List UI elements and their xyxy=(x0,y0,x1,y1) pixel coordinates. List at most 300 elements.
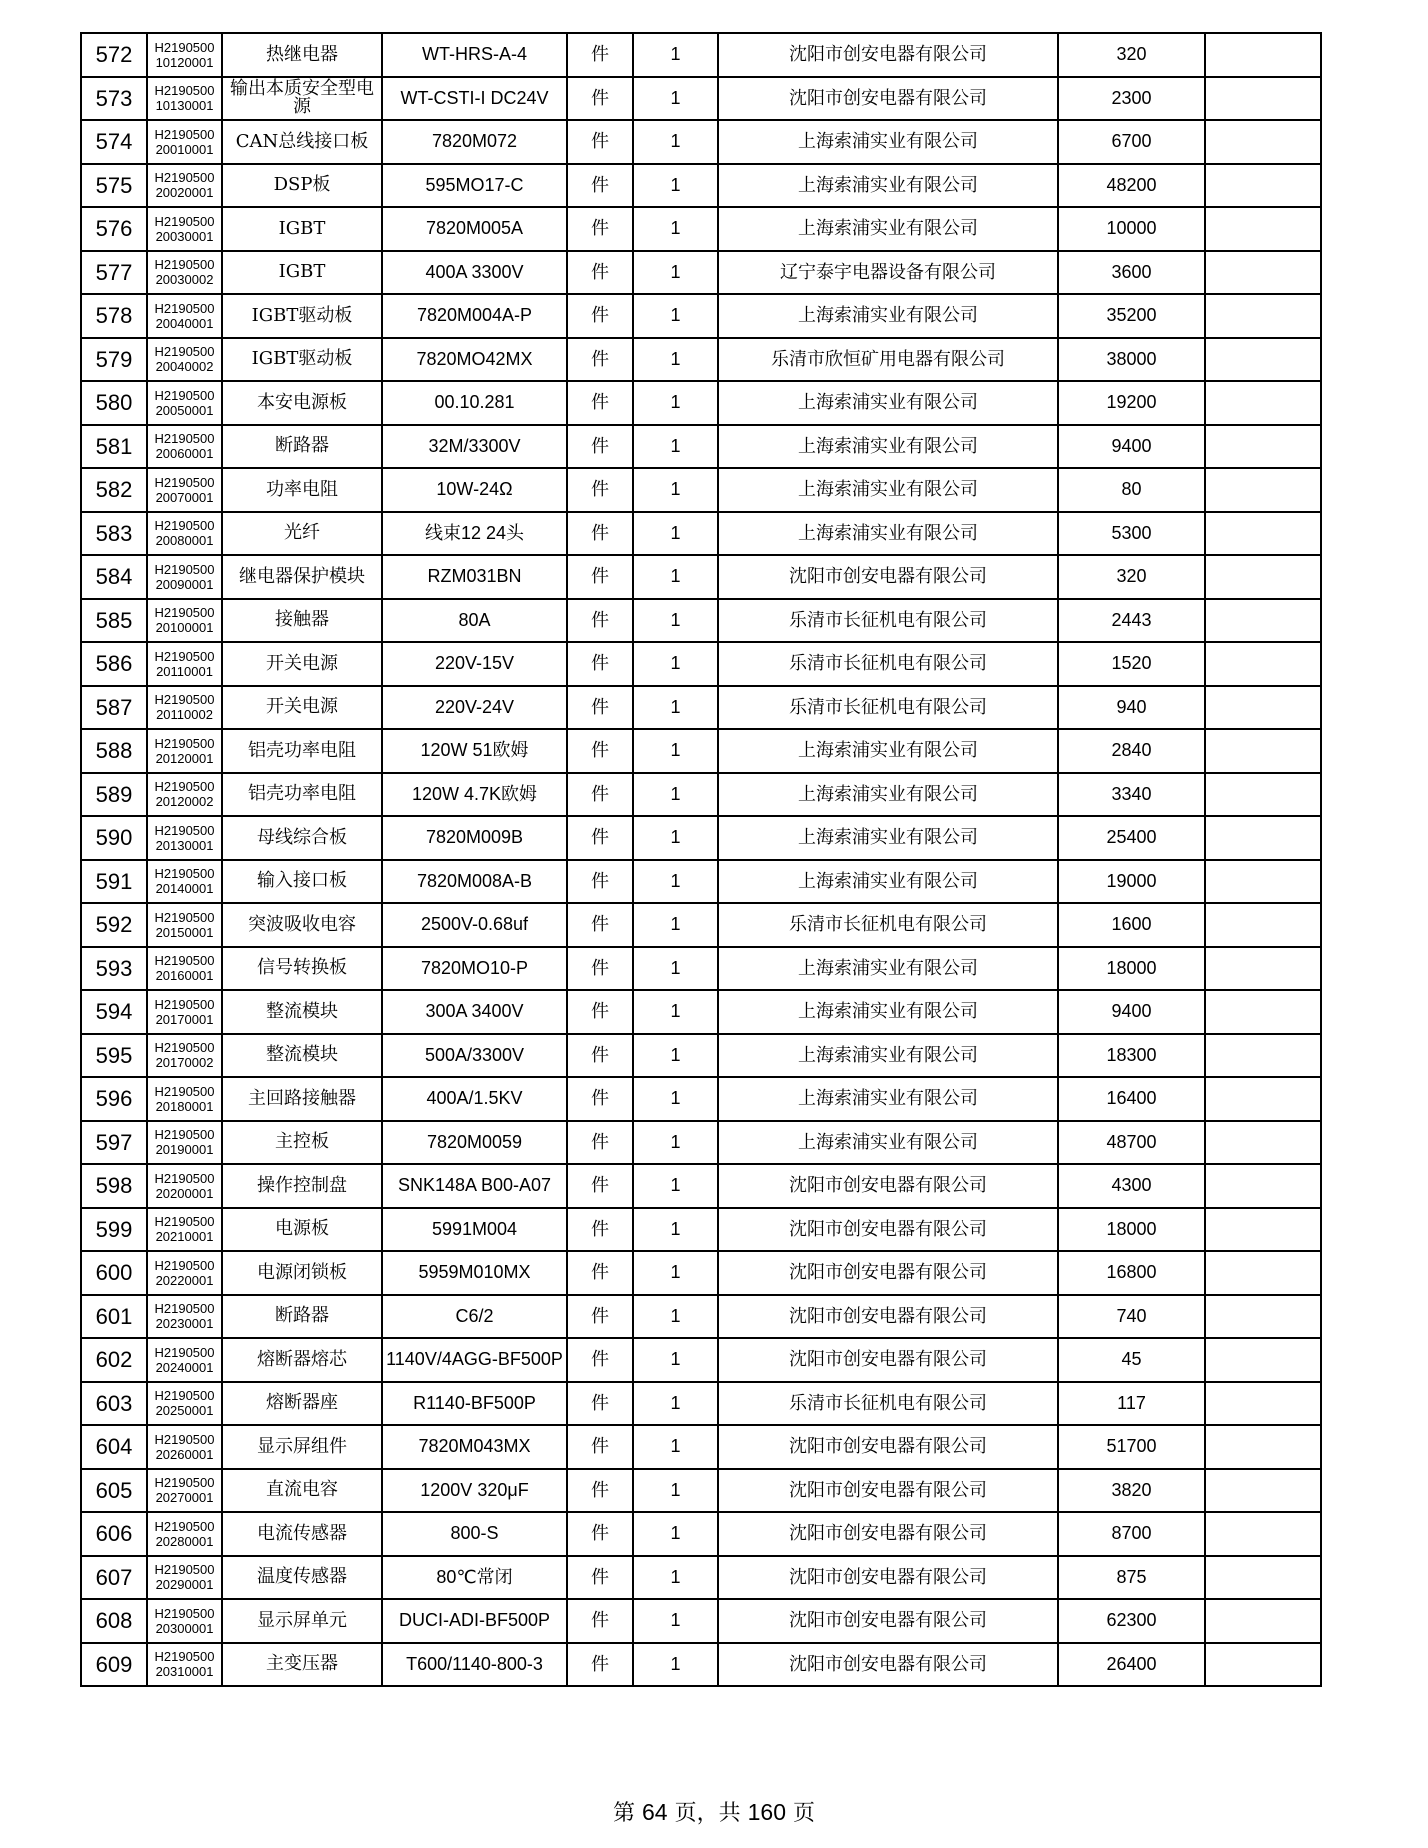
material-code-part: 20110002 xyxy=(156,707,213,723)
footer-middle: 页，共 xyxy=(674,1801,741,1826)
item-quantity-cell: 1 xyxy=(633,33,718,77)
material-code-cell xyxy=(147,512,222,556)
remark-cell xyxy=(1205,1164,1321,1208)
item-quantity-cell: 1 xyxy=(633,773,718,817)
row-number-cell: 596 xyxy=(81,1077,147,1121)
material-code-part: 20310001 xyxy=(155,1664,214,1680)
table-row xyxy=(81,1382,1321,1426)
row-number-cell: 590 xyxy=(81,816,147,860)
item-model-cell: 300A 3400V xyxy=(382,990,567,1034)
item-name-cell: 熔断器座 xyxy=(222,1382,382,1426)
item-model-cell: T600/1140-800-3 xyxy=(382,1643,567,1687)
material-code-part: H2190500 xyxy=(154,605,215,621)
material-code-part: H2190500 xyxy=(154,1344,215,1360)
item-name-cell: 功率电阻 xyxy=(222,468,382,512)
item-name-cell: 铝壳功率电阻 xyxy=(222,773,382,817)
supplier-name-cell: 沈阳市创安电器有限公司 xyxy=(718,1643,1058,1687)
material-code-cell xyxy=(147,120,222,164)
remark-cell xyxy=(1205,1338,1321,1382)
row-number-cell: 609 xyxy=(81,1643,147,1687)
supplier-name-cell: 上海索浦实业有限公司 xyxy=(718,207,1058,251)
remark-cell xyxy=(1205,294,1321,338)
item-model-cell: 00.10.281 xyxy=(382,381,567,425)
table-body xyxy=(81,33,1321,1686)
item-model-cell: DUCI-ADI-BF500P xyxy=(382,1599,567,1643)
item-quantity-cell: 1 xyxy=(633,642,718,686)
row-number-cell: 576 xyxy=(81,207,147,251)
remark-cell xyxy=(1205,947,1321,991)
material-code-part: 20260001 xyxy=(155,1446,214,1462)
supplier-name-cell: 上海索浦实业有限公司 xyxy=(718,816,1058,860)
table-row xyxy=(81,1469,1321,1513)
supplier-name-cell: 沈阳市创安电器有限公司 xyxy=(718,1599,1058,1643)
row-number-cell: 580 xyxy=(81,381,147,425)
item-unit-cell: 件 xyxy=(567,425,633,469)
item-model-cell: SNK148A B00-A07 xyxy=(382,1164,567,1208)
row-number-cell: 608 xyxy=(81,1599,147,1643)
item-model-cell: 7820M043MX xyxy=(382,1425,567,1469)
material-code-part: H2190500 xyxy=(154,909,215,925)
unit-price-cell: 4300 xyxy=(1058,1164,1205,1208)
material-code-cell xyxy=(147,555,222,599)
unit-price-cell: 80 xyxy=(1058,468,1205,512)
item-name-cell: 本安电源板 xyxy=(222,381,382,425)
item-quantity-cell: 1 xyxy=(633,1599,718,1643)
item-name-cell: 光纤 xyxy=(222,512,382,556)
unit-price-cell: 16800 xyxy=(1058,1251,1205,1295)
material-code-part: 20130001 xyxy=(155,837,214,853)
unit-price-cell: 48200 xyxy=(1058,164,1205,208)
material-code-cell xyxy=(147,1382,222,1426)
item-model-cell: R1140-BF500P xyxy=(382,1382,567,1426)
item-quantity-cell: 1 xyxy=(633,816,718,860)
row-number-cell: 575 xyxy=(81,164,147,208)
item-model-cell: 400A 3300V xyxy=(382,251,567,295)
supplier-name-cell: 上海索浦实业有限公司 xyxy=(718,512,1058,556)
item-unit-cell: 件 xyxy=(567,860,633,904)
item-unit-cell: 件 xyxy=(567,251,633,295)
item-quantity-cell: 1 xyxy=(633,207,718,251)
unit-price-cell: 1600 xyxy=(1058,903,1205,947)
item-unit-cell: 件 xyxy=(567,1425,633,1469)
supplier-name-cell: 上海索浦实业有限公司 xyxy=(718,120,1058,164)
material-code-cell xyxy=(147,77,222,121)
item-name-cell: 主变压器 xyxy=(222,1643,382,1687)
table-row xyxy=(81,729,1321,773)
row-number-cell: 588 xyxy=(81,729,147,773)
material-code-part: 20210001 xyxy=(155,1229,214,1245)
material-code-cell xyxy=(147,1077,222,1121)
row-number-cell: 606 xyxy=(81,1512,147,1556)
material-code-part: 20010001 xyxy=(155,141,214,157)
material-code-part: H2190500 xyxy=(154,344,215,360)
remark-cell xyxy=(1205,207,1321,251)
table-row xyxy=(81,77,1321,121)
material-code-part: 20080001 xyxy=(155,533,214,549)
parts-price-table xyxy=(80,32,1322,1687)
item-quantity-cell: 1 xyxy=(633,1208,718,1252)
item-unit-cell: 件 xyxy=(567,1077,633,1121)
item-name-cell: 开关电源 xyxy=(222,686,382,730)
item-model-cell: 32M/3300V xyxy=(382,425,567,469)
material-code-part: H2190500 xyxy=(154,387,215,403)
table-row xyxy=(81,816,1321,860)
material-code-cell xyxy=(147,1338,222,1382)
row-number-cell: 579 xyxy=(81,338,147,382)
material-code-cell xyxy=(147,1251,222,1295)
item-model-cell: 1140V/4AGG-BF500P xyxy=(382,1338,567,1382)
item-unit-cell: 件 xyxy=(567,816,633,860)
item-unit-cell: 件 xyxy=(567,1599,633,1643)
remark-cell xyxy=(1205,1034,1321,1078)
remark-cell xyxy=(1205,1121,1321,1165)
material-code-part: H2190500 xyxy=(154,1040,215,1056)
item-name-cell: 输入接口板 xyxy=(222,860,382,904)
supplier-name-cell: 乐清市欣恒矿用电器有限公司 xyxy=(718,338,1058,382)
item-model-cell: 120W 4.7K欧姆 xyxy=(382,773,567,817)
row-number-cell: 599 xyxy=(81,1208,147,1252)
item-unit-cell: 件 xyxy=(567,773,633,817)
item-name-cell: 热继电器 xyxy=(222,33,382,77)
item-quantity-cell: 1 xyxy=(633,1251,718,1295)
material-code-part: 20180001 xyxy=(155,1098,214,1114)
supplier-name-cell: 上海索浦实业有限公司 xyxy=(718,164,1058,208)
remark-cell xyxy=(1205,555,1321,599)
supplier-name-cell: 辽宁泰宇电器设备有限公司 xyxy=(718,251,1058,295)
unit-price-cell: 740 xyxy=(1058,1295,1205,1339)
remark-cell xyxy=(1205,642,1321,686)
row-number-cell: 595 xyxy=(81,1034,147,1078)
item-quantity-cell: 1 xyxy=(633,251,718,295)
item-quantity-cell: 1 xyxy=(633,1121,718,1165)
item-name-cell: DSP板 xyxy=(222,164,382,208)
material-code-cell xyxy=(147,1164,222,1208)
unit-price-cell: 117 xyxy=(1058,1382,1205,1426)
item-name-cell: 接触器 xyxy=(222,599,382,643)
material-code-part: 20030001 xyxy=(155,228,214,244)
item-quantity-cell: 1 xyxy=(633,1425,718,1469)
table-row xyxy=(81,1295,1321,1339)
item-quantity-cell: 1 xyxy=(633,1034,718,1078)
material-code-part: H2190500 xyxy=(154,257,215,273)
item-quantity-cell: 1 xyxy=(633,947,718,991)
table-row xyxy=(81,947,1321,991)
item-quantity-cell: 1 xyxy=(633,599,718,643)
material-code-part: 20200001 xyxy=(155,1185,214,1201)
unit-price-cell: 940 xyxy=(1058,686,1205,730)
material-code-cell xyxy=(147,729,222,773)
remark-cell xyxy=(1205,990,1321,1034)
supplier-name-cell: 上海索浦实业有限公司 xyxy=(718,468,1058,512)
item-unit-cell: 件 xyxy=(567,207,633,251)
row-number-cell: 592 xyxy=(81,903,147,947)
remark-cell xyxy=(1205,773,1321,817)
table-row xyxy=(81,33,1321,77)
material-code-cell xyxy=(147,1121,222,1165)
row-number-cell: 587 xyxy=(81,686,147,730)
material-code-part: H2190500 xyxy=(154,1301,215,1317)
item-name-cell: IGBT xyxy=(222,251,382,295)
material-code-cell xyxy=(147,294,222,338)
item-unit-cell: 件 xyxy=(567,599,633,643)
row-number-cell: 591 xyxy=(81,860,147,904)
unit-price-cell: 38000 xyxy=(1058,338,1205,382)
supplier-name-cell: 乐清市长征机电有限公司 xyxy=(718,642,1058,686)
item-name-cell: 显示屏单元 xyxy=(222,1599,382,1643)
supplier-name-cell: 沈阳市创安电器有限公司 xyxy=(718,33,1058,77)
material-code-part: 20070001 xyxy=(155,489,214,505)
remark-cell xyxy=(1205,1599,1321,1643)
item-unit-cell: 件 xyxy=(567,1382,633,1426)
material-code-cell xyxy=(147,1556,222,1600)
material-code-part: 20040002 xyxy=(155,359,214,375)
material-code-part: H2190500 xyxy=(154,996,215,1012)
supplier-name-cell: 沈阳市创安电器有限公司 xyxy=(718,1164,1058,1208)
material-code-part: H2190500 xyxy=(154,1388,215,1404)
material-code-part: H2190500 xyxy=(154,300,215,316)
material-code-part: 20160001 xyxy=(155,968,214,984)
material-code-cell xyxy=(147,816,222,860)
row-number-cell: 607 xyxy=(81,1556,147,1600)
material-code-part: 20150001 xyxy=(155,924,214,940)
item-name-cell: 显示屏组件 xyxy=(222,1425,382,1469)
table-row xyxy=(81,207,1321,251)
remark-cell xyxy=(1205,1556,1321,1600)
item-quantity-cell: 1 xyxy=(633,1512,718,1556)
table-row xyxy=(81,555,1321,599)
supplier-name-cell: 沈阳市创安电器有限公司 xyxy=(718,1556,1058,1600)
material-code-part: 20090001 xyxy=(155,576,214,592)
item-unit-cell: 件 xyxy=(567,1034,633,1078)
remark-cell xyxy=(1205,860,1321,904)
material-code-cell xyxy=(147,381,222,425)
item-unit-cell: 件 xyxy=(567,120,633,164)
item-name-cell: 整流模块 xyxy=(222,990,382,1034)
remark-cell xyxy=(1205,77,1321,121)
material-code-part: H2190500 xyxy=(154,648,215,664)
item-unit-cell: 件 xyxy=(567,1164,633,1208)
remark-cell xyxy=(1205,1643,1321,1687)
unit-price-cell: 1520 xyxy=(1058,642,1205,686)
material-code-part: H2190500 xyxy=(154,518,215,534)
item-unit-cell: 件 xyxy=(567,1469,633,1513)
unit-price-cell: 18300 xyxy=(1058,1034,1205,1078)
item-name-cell: 断路器 xyxy=(222,1295,382,1339)
table-row xyxy=(81,1512,1321,1556)
item-name-cell: 整流模块 xyxy=(222,1034,382,1078)
item-model-cell: 7820M004A-P xyxy=(382,294,567,338)
item-quantity-cell: 1 xyxy=(633,468,718,512)
material-code-part: 20230001 xyxy=(155,1316,214,1332)
remark-cell xyxy=(1205,1208,1321,1252)
material-code-cell xyxy=(147,642,222,686)
item-name-cell: 电源板 xyxy=(222,1208,382,1252)
item-model-cell: 80A xyxy=(382,599,567,643)
item-unit-cell: 件 xyxy=(567,512,633,556)
row-number-cell: 573 xyxy=(81,77,147,121)
supplier-name-cell: 沈阳市创安电器有限公司 xyxy=(718,1295,1058,1339)
unit-price-cell: 45 xyxy=(1058,1338,1205,1382)
supplier-name-cell: 上海索浦实业有限公司 xyxy=(718,381,1058,425)
supplier-name-cell: 上海索浦实业有限公司 xyxy=(718,1077,1058,1121)
item-name-cell: 信号转换板 xyxy=(222,947,382,991)
item-model-cell: 线束12 24头 xyxy=(382,512,567,556)
table-row xyxy=(81,1338,1321,1382)
material-code-part: 20140001 xyxy=(155,881,214,897)
unit-price-cell: 320 xyxy=(1058,555,1205,599)
material-code-cell xyxy=(147,468,222,512)
item-model-cell: 500A/3300V xyxy=(382,1034,567,1078)
item-model-cell: 7820M005A xyxy=(382,207,567,251)
item-name-cell: 继电器保护模块 xyxy=(222,555,382,599)
remark-cell xyxy=(1205,903,1321,947)
table-row xyxy=(81,1121,1321,1165)
item-unit-cell: 件 xyxy=(567,33,633,77)
material-code-cell xyxy=(147,1599,222,1643)
unit-price-cell: 320 xyxy=(1058,33,1205,77)
material-code-part: H2190500 xyxy=(154,1431,215,1447)
material-code-part: H2190500 xyxy=(154,822,215,838)
remark-cell xyxy=(1205,33,1321,77)
material-code-cell xyxy=(147,1512,222,1556)
supplier-name-cell: 上海索浦实业有限公司 xyxy=(718,729,1058,773)
item-name-cell: 主回路接触器 xyxy=(222,1077,382,1121)
item-quantity-cell: 1 xyxy=(633,512,718,556)
unit-price-cell: 16400 xyxy=(1058,1077,1205,1121)
item-model-cell: 80℃常闭 xyxy=(382,1556,567,1600)
remark-cell xyxy=(1205,425,1321,469)
table-row xyxy=(81,642,1321,686)
item-unit-cell: 件 xyxy=(567,1643,633,1687)
item-unit-cell: 件 xyxy=(567,1208,633,1252)
item-quantity-cell: 1 xyxy=(633,338,718,382)
table-row xyxy=(81,468,1321,512)
item-model-cell: 5959M010MX xyxy=(382,1251,567,1295)
material-code-part: H2190500 xyxy=(154,561,215,577)
table-row xyxy=(81,686,1321,730)
material-code-cell xyxy=(147,1208,222,1252)
remark-cell xyxy=(1205,512,1321,556)
material-code-part: H2190500 xyxy=(154,1170,215,1186)
item-unit-cell: 件 xyxy=(567,555,633,599)
row-number-cell: 601 xyxy=(81,1295,147,1339)
table-row xyxy=(81,990,1321,1034)
material-code-part: H2190500 xyxy=(154,1605,215,1621)
unit-price-cell: 62300 xyxy=(1058,1599,1205,1643)
item-quantity-cell: 1 xyxy=(633,555,718,599)
material-code-cell xyxy=(147,251,222,295)
table-row xyxy=(81,338,1321,382)
item-unit-cell: 件 xyxy=(567,1251,633,1295)
material-code-part: H2190500 xyxy=(154,1083,215,1099)
row-number-cell: 584 xyxy=(81,555,147,599)
material-code-cell xyxy=(147,33,222,77)
material-code-part: 20280001 xyxy=(155,1533,214,1549)
item-model-cell: 595MO17-C xyxy=(382,164,567,208)
material-code-part: H2190500 xyxy=(154,1518,215,1534)
supplier-name-cell: 上海索浦实业有限公司 xyxy=(718,773,1058,817)
row-number-cell: 594 xyxy=(81,990,147,1034)
item-unit-cell: 件 xyxy=(567,381,633,425)
supplier-name-cell: 沈阳市创安电器有限公司 xyxy=(718,1251,1058,1295)
item-name-cell: 断路器 xyxy=(222,425,382,469)
material-code-part: H2190500 xyxy=(154,39,215,55)
material-code-part: H2190500 xyxy=(154,126,215,142)
item-model-cell: 7820MO10-P xyxy=(382,947,567,991)
item-model-cell: RZM031BN xyxy=(382,555,567,599)
item-name-cell: 电源闭锁板 xyxy=(222,1251,382,1295)
material-code-part: 20250001 xyxy=(155,1403,214,1419)
row-number-cell: 602 xyxy=(81,1338,147,1382)
item-quantity-cell: 1 xyxy=(633,1077,718,1121)
supplier-name-cell: 上海索浦实业有限公司 xyxy=(718,990,1058,1034)
material-code-part: H2190500 xyxy=(154,1649,215,1665)
item-quantity-cell: 1 xyxy=(633,1643,718,1687)
unit-price-cell: 2300 xyxy=(1058,77,1205,121)
item-model-cell: 2500V-0.68uf xyxy=(382,903,567,947)
material-code-part: 10120001 xyxy=(155,54,214,70)
material-code-part: H2190500 xyxy=(154,735,215,751)
supplier-name-cell: 沈阳市创安电器有限公司 xyxy=(718,1512,1058,1556)
material-code-part: H2190500 xyxy=(154,1127,215,1143)
supplier-name-cell: 沈阳市创安电器有限公司 xyxy=(718,1425,1058,1469)
item-quantity-cell: 1 xyxy=(633,1469,718,1513)
material-code-part: 20170002 xyxy=(155,1055,214,1071)
material-code-part: H2190500 xyxy=(154,1214,215,1230)
unit-price-cell: 3820 xyxy=(1058,1469,1205,1513)
supplier-name-cell: 上海索浦实业有限公司 xyxy=(718,294,1058,338)
item-quantity-cell: 1 xyxy=(633,425,718,469)
material-code-part: 20270001 xyxy=(155,1490,214,1506)
item-quantity-cell: 1 xyxy=(633,903,718,947)
remark-cell xyxy=(1205,164,1321,208)
row-number-cell: 593 xyxy=(81,947,147,991)
material-code-part: 20120002 xyxy=(155,794,214,810)
unit-price-cell: 2840 xyxy=(1058,729,1205,773)
unit-price-cell: 875 xyxy=(1058,1556,1205,1600)
remark-cell xyxy=(1205,1469,1321,1513)
supplier-name-cell: 上海索浦实业有限公司 xyxy=(718,860,1058,904)
unit-price-cell: 9400 xyxy=(1058,990,1205,1034)
item-name-cell: 输出本质安全型电源 xyxy=(222,77,382,121)
material-code-part: 20040001 xyxy=(155,315,214,331)
supplier-name-cell: 乐清市长征机电有限公司 xyxy=(718,1382,1058,1426)
item-quantity-cell: 1 xyxy=(633,1556,718,1600)
item-unit-cell: 件 xyxy=(567,1512,633,1556)
material-code-cell xyxy=(147,860,222,904)
item-model-cell: 220V-15V xyxy=(382,642,567,686)
row-number-cell: 597 xyxy=(81,1121,147,1165)
item-quantity-cell: 1 xyxy=(633,990,718,1034)
supplier-name-cell: 上海索浦实业有限公司 xyxy=(718,425,1058,469)
material-code-cell xyxy=(147,1034,222,1078)
unit-price-cell: 26400 xyxy=(1058,1643,1205,1687)
supplier-name-cell: 上海索浦实业有限公司 xyxy=(718,1121,1058,1165)
material-code-cell xyxy=(147,1469,222,1513)
item-quantity-cell: 1 xyxy=(633,381,718,425)
material-code-part: H2190500 xyxy=(154,1257,215,1273)
item-quantity-cell: 1 xyxy=(633,686,718,730)
item-name-cell: 铝壳功率电阻 xyxy=(222,729,382,773)
item-unit-cell: 件 xyxy=(567,164,633,208)
material-code-part: 20060001 xyxy=(155,446,214,462)
material-code-part: H2190500 xyxy=(154,953,215,969)
material-code-cell xyxy=(147,164,222,208)
unit-price-cell: 2443 xyxy=(1058,599,1205,643)
material-code-part: H2190500 xyxy=(154,866,215,882)
item-name-cell: 主控板 xyxy=(222,1121,382,1165)
remark-cell xyxy=(1205,1512,1321,1556)
